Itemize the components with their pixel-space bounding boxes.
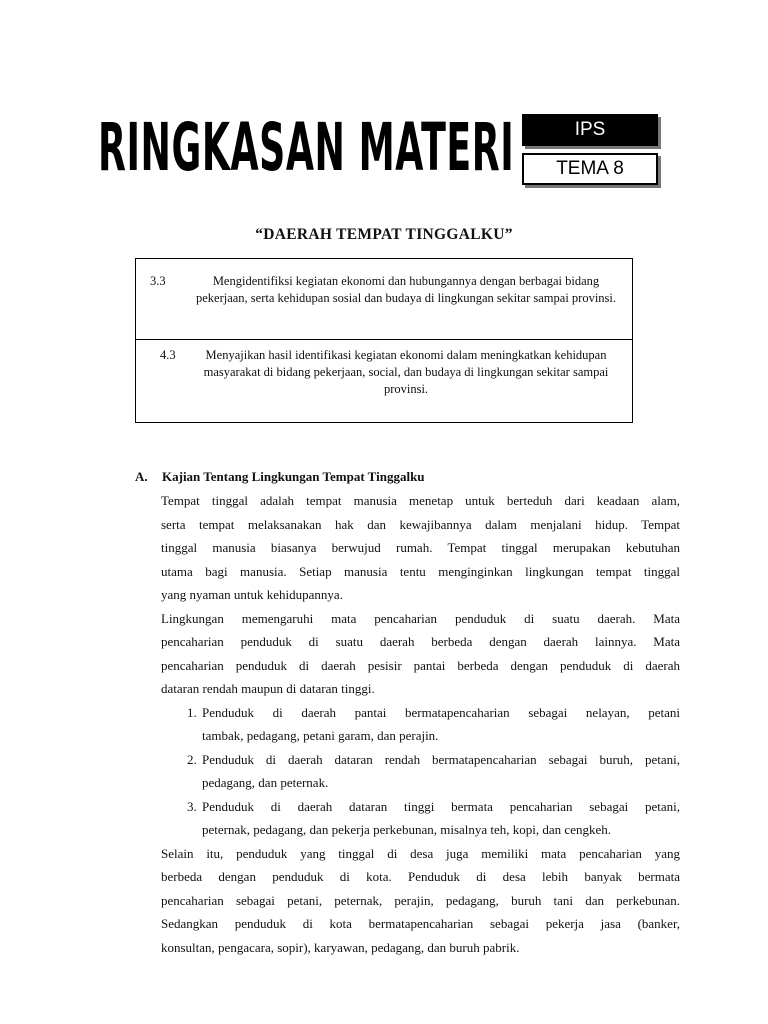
text-line: Selain itu, penduduk yang tinggal di desa juga memiliki mata pencaharian yang [161, 845, 680, 861]
text-line: pencaharian penduduk di daerah pesisir pantai berbeda dengan penduduk di daerah [161, 657, 680, 673]
list-number: 3. [187, 798, 197, 814]
page-title: RINGKASAN MATERI [98, 109, 515, 186]
text-line: tambak, pedagang, petani garam, dan perajin. [202, 728, 439, 743]
text-line: Tempat tinggal adalah tempat manusia menetap untuk berteduh dari keadaan alam, [161, 493, 680, 508]
text-line: Penduduk di daerah dataran rendah bermatapencaharian sebagai buruh, petani, [202, 751, 680, 767]
section-letter: A. [135, 469, 148, 484]
occupation-list [187, 701, 680, 842]
text-line: konsultan, pengacara, sopir), karyawan, pedagang, dan buruh pabrik. [161, 939, 520, 955]
text-line: serta tempat melaksanakan hak dan kewajibannya dalam menjalani hidup. Tempat [161, 516, 680, 532]
text-line: dataran rendah maupun di dataran tinggi. [161, 681, 375, 696]
paragraph [161, 489, 680, 607]
text-line: berbeda dengan penduduk di kota. Penduduk di desa lebih banyak bermata [161, 869, 680, 884]
paragraph [161, 607, 680, 701]
text-line: Sedangkan penduduk di kota bermatapencaharian sebagai pekerja jasa (banker, [161, 916, 680, 931]
text-line: pedagang, dan peternak. [202, 775, 329, 790]
text-line: peternak, pedagang, dan pekerja perkebunan, misalnya teh, kopi, dan cengkeh. [202, 822, 611, 837]
list-number: 1. [187, 704, 197, 720]
competency-table [135, 258, 633, 423]
document-subtitle: “DAERAH TEMPAT TINGGALKU” [255, 226, 513, 243]
list-number: 2. [187, 751, 197, 767]
text-line: tinggal manusia biasanya berwujud rumah. Tempat tinggal merupakan kebutuhan [161, 540, 680, 555]
section-heading [135, 469, 680, 489]
text-line: pencaharian penduduk di suatu daerah berbeda dengan daerah lainnya. Mata [161, 634, 680, 649]
competency-text: Menyajikan hasil identifikasi kegiatan ekonomi dalam meningkatkan kehidupan masyarakat di bidang pekerjaan, social, dan budaya di lingkungan sekitar sampai provinsi. [203, 348, 609, 396]
text-line: yang nyaman untuk kehidupannya. [161, 587, 343, 602]
text-line: Penduduk di daerah pantai bermatapencaharian sebagai nelayan, petani [202, 704, 680, 720]
list-item [187, 701, 680, 748]
paragraph [161, 842, 680, 960]
list-item [187, 748, 680, 795]
section-title: Kajian Tentang Lingkungan Tempat Tinggalku [162, 469, 425, 484]
text-line: utama bagi manusia. Setiap manusia tentu menginginkan lingkungan tempat tinggal [161, 563, 680, 579]
section-a [135, 469, 680, 959]
competency-text: Mengidentifiksi kegiatan ekonomi dan hubungannya dengan berbagai bidang pekerjaan, serta kehidupan sosial dan budaya di lingkungan sekitar sampai provinsi. [195, 274, 617, 305]
competency-number: 3.3 [150, 274, 166, 288]
list-item [187, 795, 680, 842]
subject-tag: IPS [522, 114, 658, 146]
text-line: Lingkungan memengaruhi mata pencaharian penduduk di suatu daerah. Mata [161, 610, 680, 626]
theme-tag: TEMA 8 [522, 153, 658, 185]
table-divider [136, 339, 632, 340]
text-line: Penduduk di daerah dataran tinggi bermata pencaharian sebagai petani, [202, 798, 680, 814]
text-line: pencaharian sebagai petani, peternak, perajin, pedagang, buruh tani dan perkebunan. [161, 892, 680, 908]
competency-number: 4.3 [160, 348, 176, 362]
